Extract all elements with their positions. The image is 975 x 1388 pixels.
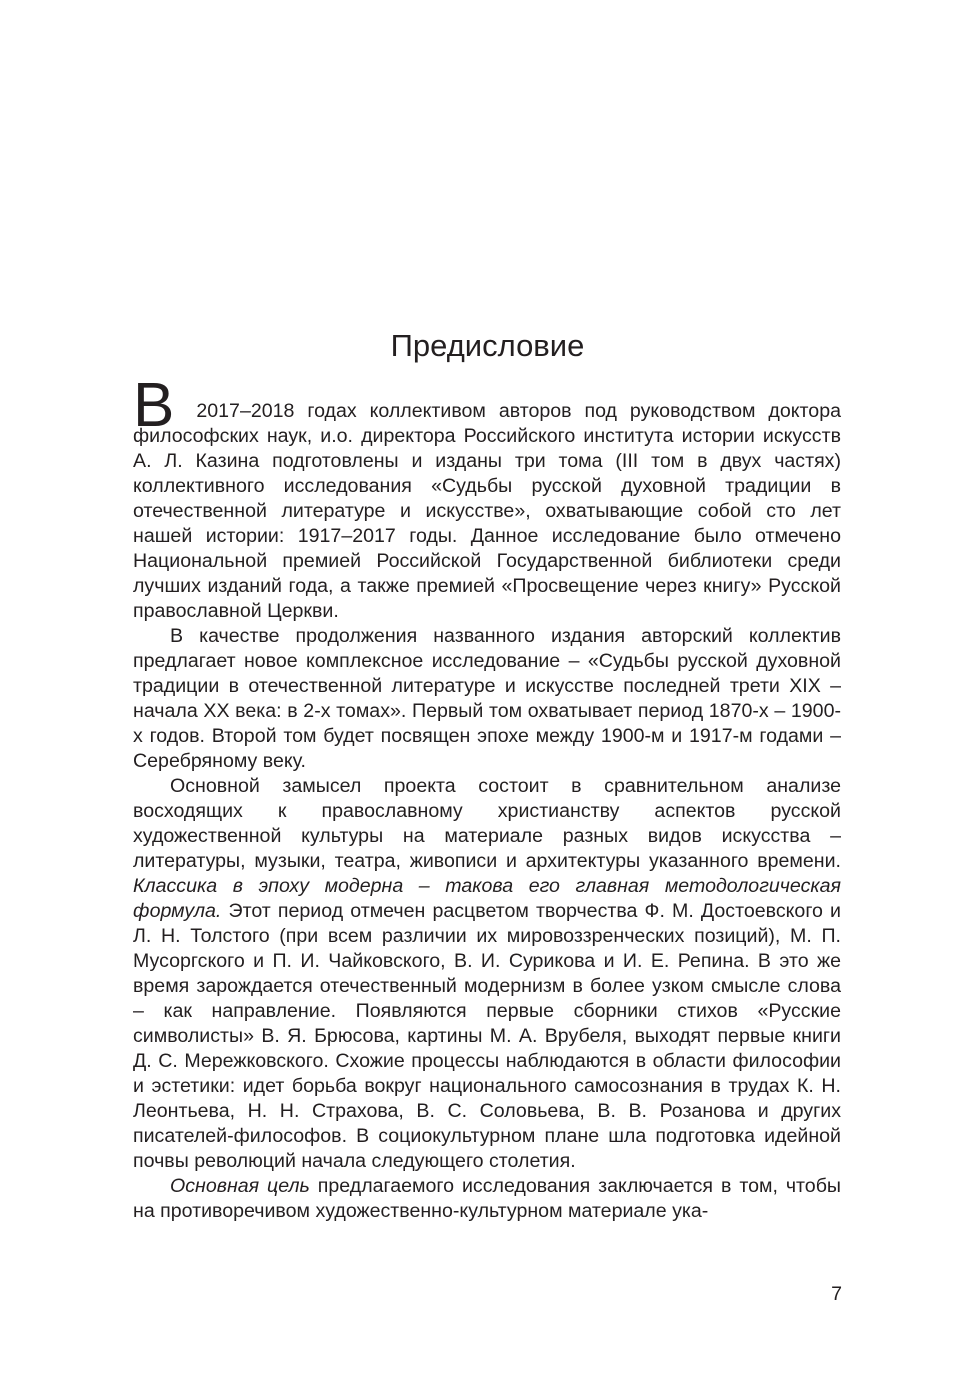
paragraph-4-text-after: предлагаемого исследования заключается в том, чтобы на противоречивом художественно-культурном материале ука- xyxy=(133,1175,841,1222)
paragraph-3-text-after: Этот период отмечен расцветом творчества Ф. М. Достоевского и Л. Н. Толстого (при всем различии их мировоззренческих позиций), М. П. Мусоргского и П. И. Чайковского, В. И. Сурикова и И. Е. Репина. В это же время зарождается отечественный модернизм в более узком смысле слова – как направление. Появляются первые сборники стихов «Русские символисты» В. Я. Брюсова, картины М. А. Врубеля, выходят первые книги Д. С. Мережковского. Схожие процессы наблюдаются в области философии и эстетики: идет борьба вокруг национального самосознания в трудах К. Н. Леонтьева, Н. Н. Страхова, В. С. Соловьева, В. В. Розанова и других писателей-философов. В социокультурном плане шла подготовка идейной почвы революций начала следующего столетия. xyxy=(133,900,841,1172)
page-number: 7 xyxy=(831,1283,842,1305)
paragraph-2 xyxy=(133,624,841,774)
paragraph-3 xyxy=(133,774,841,1174)
paragraph-3-italic: Классика в эпоху модерна – такова его главная методологическая формула. xyxy=(133,875,841,922)
paragraph-1 xyxy=(133,371,841,624)
paragraph-3-text-before: Основной замысел проекта состоит в сравнительном анализе восходящих к православному христианству аспектов русской художественной культуры на материале разных видов искусства – литературы, музыки, театра, живописи и архитектуры указанного времени. xyxy=(133,775,841,872)
paragraph-4 xyxy=(133,1174,841,1224)
paragraph-1-text: 2017–2018 годах коллективом авторов под руководством доктора философских наук, и.о. директора Российского института истории искусств А. Л. Казина подготовлены и изданы три тома (III том в двух частях) коллективного исследования «Судьбы русской духовной традиции в отечественной литературе и искусстве», охватывающие собой сто лет нашей истории: 1917–2017 годы. Данное исследование было отмечено Национальной премией Российской Государственной библиотеки среди лучших изданий года, а также премией «Просвещение через книгу» Русской православной Церкви. xyxy=(133,400,841,622)
body-text xyxy=(133,371,841,1224)
paragraph-4-italic: Основная цель xyxy=(170,1175,310,1197)
paragraph-2-text: В качестве продолжения названного издания авторский коллектив предлагает новое комплексное исследование – «Судьбы русской духовной традиции в отечественной литературе и искусстве последней трети XIX – начала XX века: в 2-х томах». Первый том охватывает период 1870-х – 1900-х годов. Второй том будет посвящен эпохе между 1900-м и 1917-м годами – Серебряному веку. xyxy=(133,625,841,772)
page-title: Предисловие xyxy=(390,328,585,363)
drop-cap: В xyxy=(133,371,175,440)
